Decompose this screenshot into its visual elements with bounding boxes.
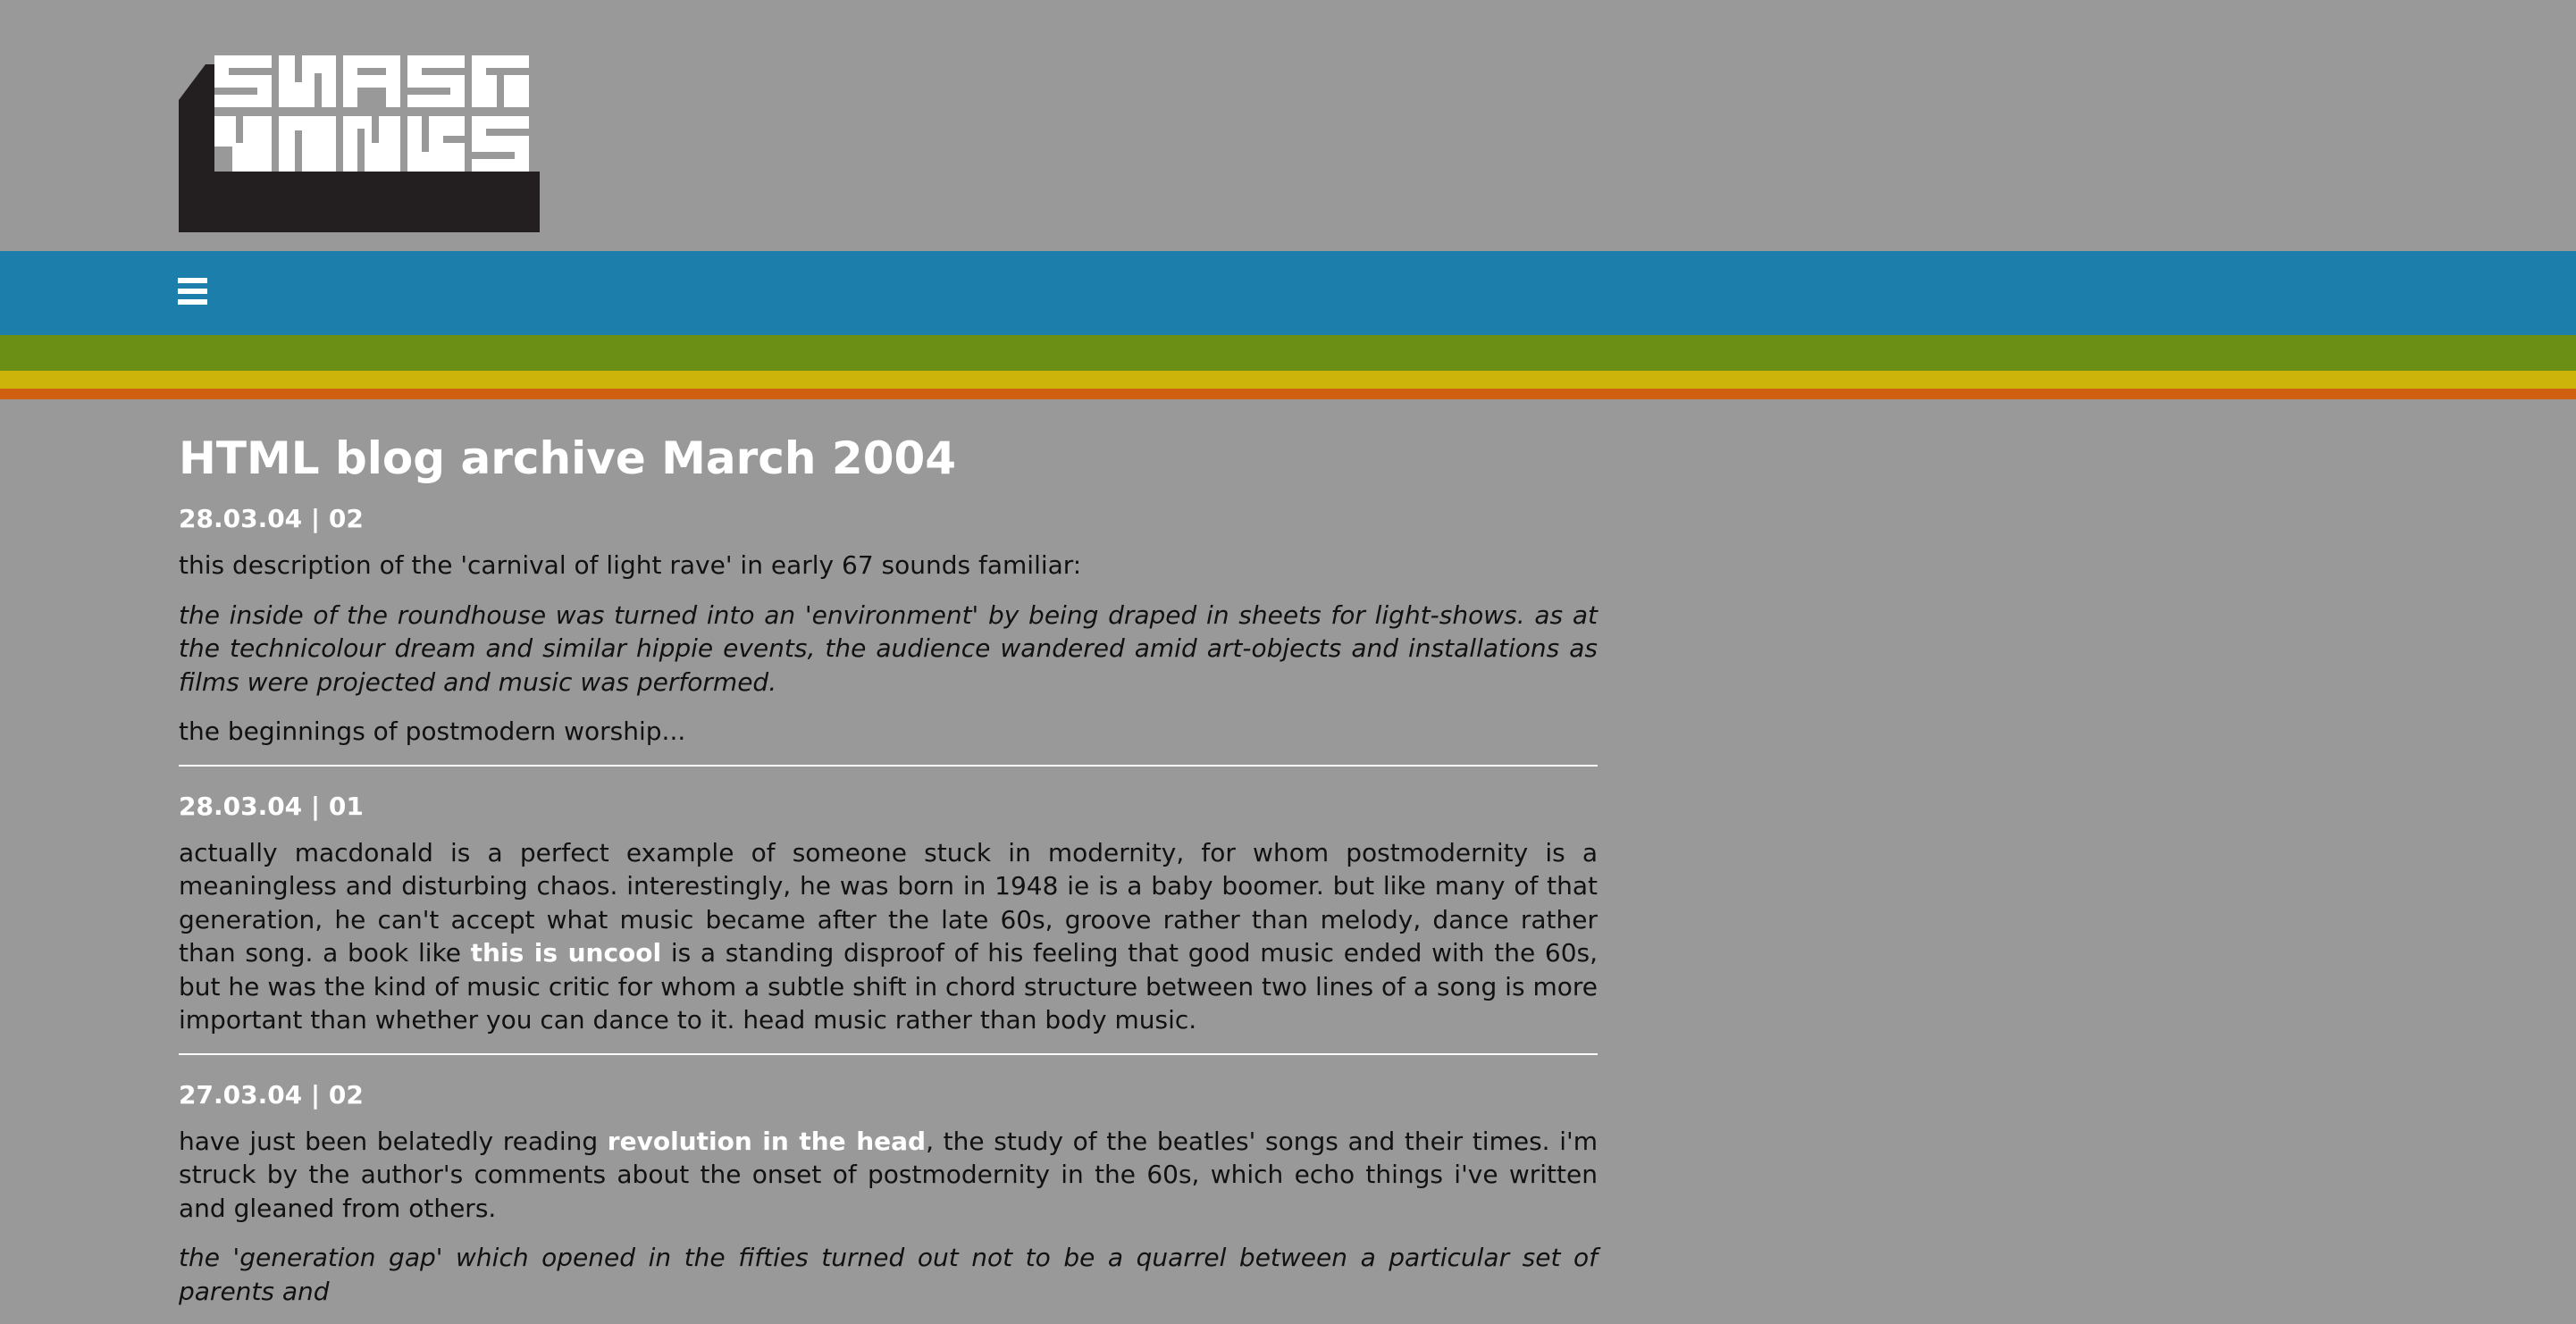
post-paragraph [179,1125,1598,1226]
post-date: 28.03.04 | 01 [179,791,364,821]
stripe-yellow [0,371,2576,389]
hamburger-menu-icon[interactable] [178,276,208,306]
link-this-is-uncool[interactable]: this is uncool [470,938,662,968]
main-content [179,429,1598,1324]
post-paragraph [179,836,1598,1037]
post-divider [179,1053,1598,1055]
blog-post [179,790,1598,1037]
paragraph-text: is a standing disproof of his feeling that good music ended with the 60s, but he was the kind of music critic for whom a subtle shift in chord structure between two lines of a song is more important than whether you can dance to it. head music rather than body music. [179,938,1598,1035]
stripe-orange [0,389,2576,399]
paragraph-text: have just been belatedly reading [179,1126,608,1156]
paragraph-text: , the study of the beatles' songs and their times. i'm struck by the author's comments about the onset of postmodernity in the 60s, which echo things i've written and gleaned from others. [179,1126,1598,1223]
stripe-green [0,335,2576,371]
blog-post [179,502,1598,749]
blog-post [179,1078,1598,1309]
post-paragraph: this description of the 'carnival of light rave' in early 67 sounds familiar: [179,550,1082,580]
post-date: 27.03.04 | 02 [179,1079,364,1110]
page-title: HTML blog archive March 2004 [179,432,957,484]
logo-graphic [179,54,540,232]
nav-bar [0,251,2576,335]
post-paragraph: the beginnings of postmodern worship... [179,716,686,746]
site-logo[interactable] [179,54,540,232]
post-date: 28.03.04 | 02 [179,504,364,533]
post-divider [179,765,1598,767]
post-quote: the inside of the roundhouse was turned into an 'environment' by being draped in sheets for light-shows. as at the technicolour dream and similar hippie events, the audience wandered amid art-objects and installations as films were projected and music was performed. [179,599,1598,697]
post-quote: the 'generation gap' which opened in the fifties turned out not to be a quarrel between a particular set of parents and [179,1243,1598,1306]
link-revolution-in-the-head[interactable]: revolution in the head [607,1126,927,1156]
paragraph-text: actually macdonald is a perfect example of someone stuck in modernity, for whom postmodernity is a meaningless and disturbing chaos. interestingly, he was born in 1948 ie is a baby boomer. but like many of that generation, he can't accept what music became after the late 60s, groove rather than melody, dance rather than song. a book like [179,837,1598,968]
